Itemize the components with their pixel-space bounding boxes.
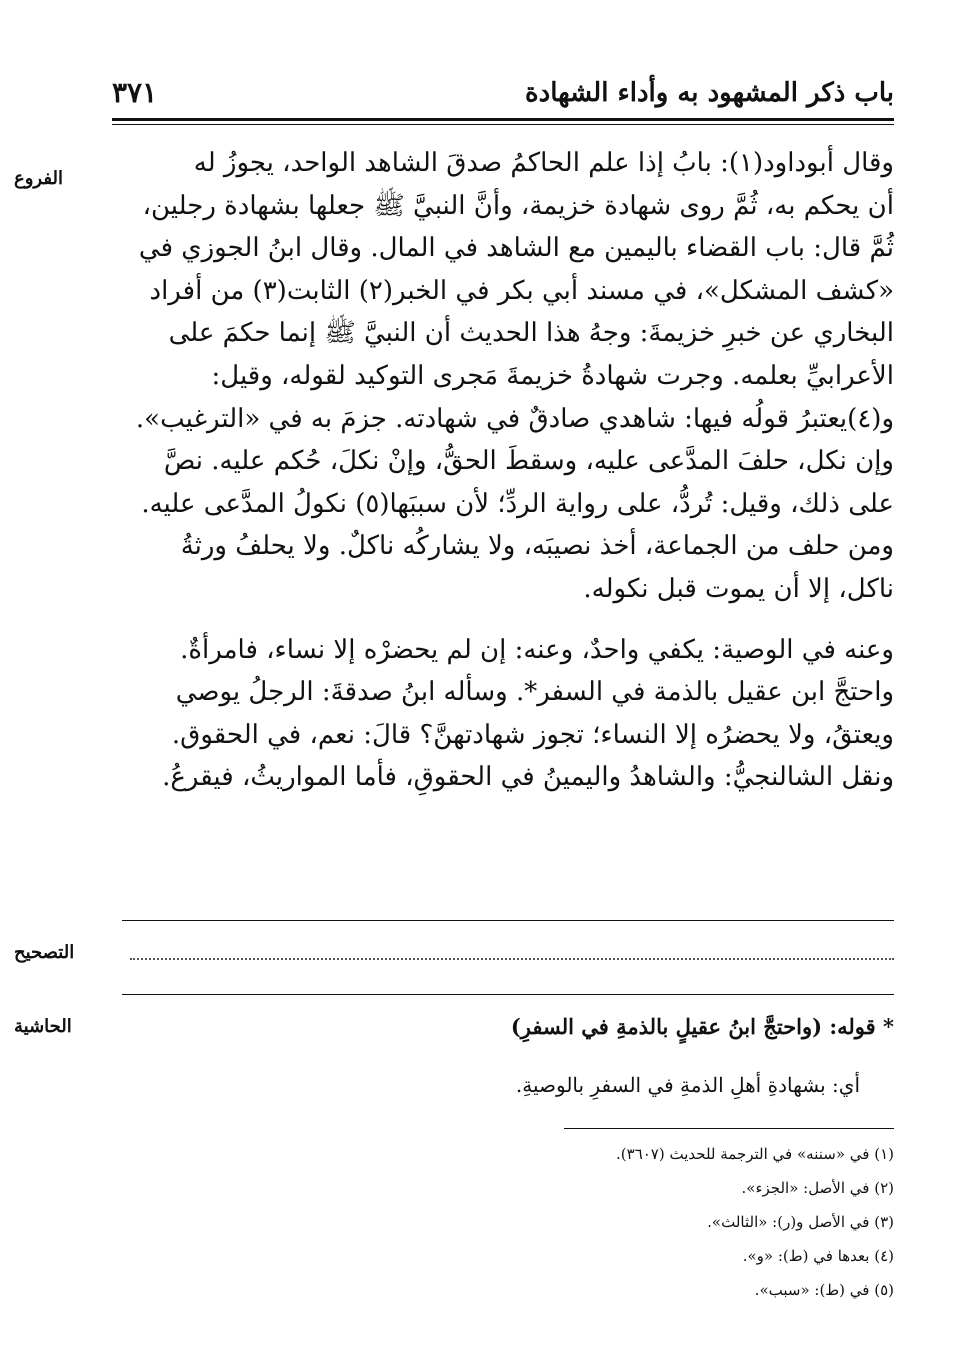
side-label-tashih: التصحيح xyxy=(14,942,75,963)
footnote-5: (٥) في (ط): «سبب». xyxy=(754,1281,894,1299)
footnotes xyxy=(400,1142,894,1312)
footnote-4: (٤) بعدها في (ط): «و». xyxy=(742,1247,894,1265)
text-line: ناكل، إلا أن يموت قبل نكوله. xyxy=(583,573,894,604)
text-line: و(٤)يعتبرُ قولُه فيها: شاهدي صادقٌ في شهادته. جزمَ به في «الترغيب». xyxy=(135,403,894,434)
footnote-3: (٣) في الأصل و(ر): «الثالث». xyxy=(707,1213,894,1231)
main-paragraph-2 xyxy=(116,629,894,799)
chapter-title: باب ذكر المشهود به وأداء الشهادة xyxy=(525,78,894,108)
text-line: واحتجَّ ابن عقيل بالذمة في السفر*. وسأله ابنُ صدقةَ: الرجلُ يوصي xyxy=(175,677,894,708)
text-line: على ذلك، وقيل: تُردُّ، على رواية الردِّ؛ لأن سببَها(٥) نكولُ المدَّعى عليه. xyxy=(141,488,894,519)
text-line: ونقل الشالنجيُّ: والشاهدُ واليمينُ في الحقوقِ، فأما المواريثُ، فيقرعُ. xyxy=(162,762,894,793)
text-line: أن يحكم به، ثُمَّ روى شهادة خزيمة، وأنَّ النبيَّ ﷺ جعلها بشهادة رجلين، xyxy=(142,190,894,221)
text-line: وعنه في الوصية: يكفي واحدٌ، وعنه: إن لم يحضرْه إلا نساء، فامرأةٌ. xyxy=(180,634,894,665)
header-rule-thick xyxy=(112,118,894,121)
text-line: البخاري عن خبرِ خزيمةَ: وجهُ هذا الحديث أن النبيَّ ﷺ إنما حكمَ على xyxy=(168,318,894,349)
footnote-separator xyxy=(564,1128,894,1129)
text-line: ويعتقُ، ولا يحضرُه إلا النساء؛ تجوز شهادتهنَّ؟ قالَ: نعم، في الحقوق. xyxy=(171,719,894,750)
side-label-hashiya: الحاشية xyxy=(14,1016,72,1037)
text-line: وقال أبوداود(١): بابُ إذا علم الحاكمُ صدقَ الشاهد الواحد، يجوزُ له xyxy=(193,148,894,178)
section-rule-bottom xyxy=(122,994,894,995)
main-paragraph-1 xyxy=(116,142,894,611)
footnote-2: (٢) في الأصل: «الجزء». xyxy=(741,1179,894,1197)
text-line: ومن حلف من الجماعة، أخذ نصيبَه، ولا يشاركُه ناكلٌ. ولا يحلفُ ورثةُ xyxy=(180,531,894,562)
footnote-1: (١) في «سننه» في الترجمة للحديث (٣٦٠٧). xyxy=(616,1145,894,1163)
page-header xyxy=(112,72,894,118)
side-label-furu: الفروع xyxy=(14,168,63,189)
main-text-body xyxy=(116,142,894,799)
text-line: «كشف المشكل»، في مسند أبي بكر في الخبر(٢) الثابت(٣) من أفراد xyxy=(149,275,894,306)
text-line: وإن نكل، حلفَ المدَّعى عليه، وسقطَ الحقُّ، وإنْ نكلَ، حُكم عليه. نصَّ xyxy=(163,446,894,477)
page-number: ٣٧١ xyxy=(112,76,158,109)
section-rule-top xyxy=(122,920,894,921)
hashiya-text: أي: بشهادةِ أهلِ الذمةِ في السفرِ بالوصيةِ. xyxy=(515,1073,860,1097)
text-line: الأعرابيِّ بعلمه. وجرت شهادةُ خزيمةَ مَجرى التوكيد لقوله، وقيل: xyxy=(211,360,894,391)
hashiya-heading: * قوله: (واحتجَّ ابنُ عقيلٍ بالذمةِ في السفرِ) xyxy=(510,1014,894,1039)
header-rule-thin xyxy=(112,124,894,125)
text-line: ثُمَّ قال: باب القضاء باليمين مع الشاهد في المال. وقال ابنُ الجوزي في xyxy=(138,233,894,264)
tashih-dotted-line xyxy=(130,958,894,960)
